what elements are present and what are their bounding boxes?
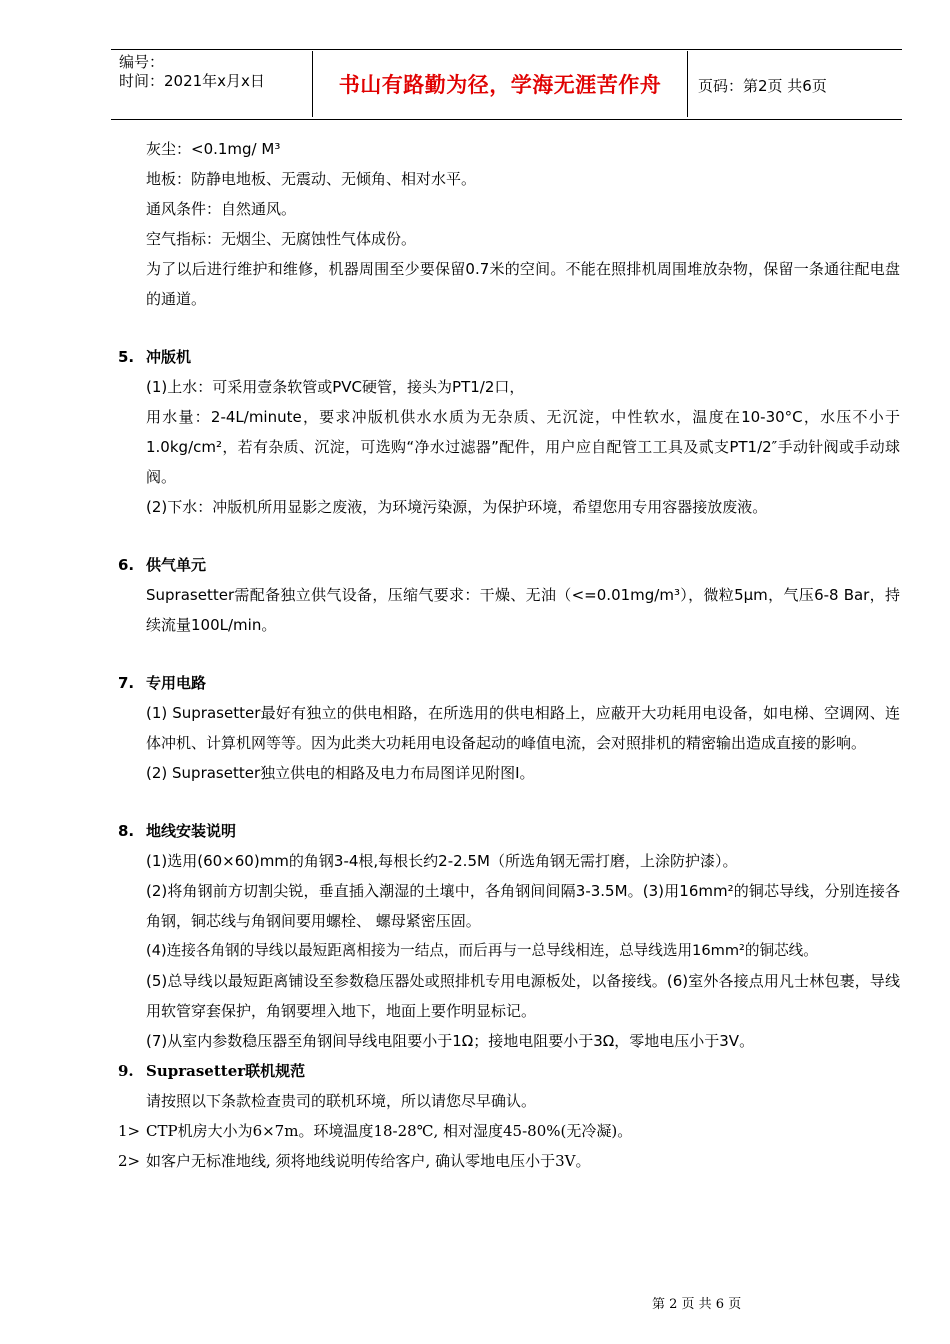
sec8-paragraph-2: (2)将角钢前方切割尖锐，垂直插入潮湿的土壤中，各角钢间间隔3-3.5M。(3)用16mm²的铜芯导线，分别连接各角钢，铜芯线与角钢间要用螺栓、 螺母紧密压固。 (146, 882, 900, 930)
section-6-heading (118, 550, 900, 580)
list-text: CTP机房大小为6×7m。环境温度18-28℃, 相对湿度45-80%(无冷凝)。 (146, 1122, 633, 1140)
env-dust: 灰尘：<0.1mg/ M³ (146, 140, 281, 158)
section-9-heading (118, 1056, 900, 1086)
spacer (118, 788, 900, 816)
list-marker: 1> (118, 1122, 141, 1140)
header-motto: 书山有路勤为径，学海无涯苦作舟 (312, 51, 688, 117)
env-floor: 地板：防静电地板、无震动、无倾角、相对水平。 (146, 170, 477, 188)
spacer (118, 314, 900, 342)
page-footer: 第 2 页 共 6 页 (652, 1297, 742, 1312)
document-body (118, 134, 900, 1176)
sec7-paragraph-1: (1) Suprasetter最好有独立的供电相路，在所选用的供电相路上，应蔽开大功耗用电设备，如电梯、空调网、连体冲机、计算机网等等。因为此类大功耗用电设备起动的峰值电流，会对照排机的精密输出造成直接的影响。 (146, 704, 900, 752)
doc-time-label: 时间：2021年x月x日 (119, 72, 265, 90)
sec6-paragraph-1: Suprasetter需配备独立供气设备，压缩气要求：干燥、无油（<=0.01mg/m³），微粒5μm，气压6-8 Bar，持续流量100L/min。 (146, 586, 900, 634)
header-left (119, 53, 265, 91)
section-title: 专用电路 (146, 674, 207, 692)
section-5-heading (118, 342, 900, 372)
header-page-label: 页码：第2页 共6页 (698, 77, 827, 95)
sec9-intro: 请按照以下条款检查贵司的联机环境，所以请您尽早确认。 (146, 1092, 537, 1110)
sec7-paragraph-2: (2) Suprasetter独立供电的相路及电力布局图详见附图I。 (146, 764, 535, 782)
section-number: 5. (118, 348, 135, 366)
sec8-paragraph-1: (1)选用(60×60)mm的角钢3-4根,每根长约2-2.5M（所选角钢无需打磨，上涂防护漆）。 (146, 852, 738, 870)
env-ventilation: 通风条件：自然通风。 (146, 200, 297, 218)
spacer (118, 522, 900, 550)
list-item (118, 1116, 900, 1146)
sec5-paragraph-2: 用水量：2-4L/minute，要求冲版机供水水质为无杂质、无沉淀，中性软水，温度在10-30°C，水压不小于1.0kg/cm²，若有杂质、沉淀，可选购“净水过滤器”配件，用户应自配管工工具及贰支PT1/2″手动针阀或手动球阀。 (146, 408, 900, 486)
list-text: 如客户无标准地线, 须将地线说明传给客户, 确认零地电压小于3V。 (146, 1152, 591, 1170)
sec5-paragraph-1: (1)上水：可采用壹条软管或PVC硬管，接头为PT1/2口， (146, 378, 525, 396)
doc-number-label: 编号： (119, 53, 165, 71)
spacer (118, 640, 900, 668)
list-marker: 2> (118, 1152, 141, 1170)
env-air: 空气指标：无烟尘、无腐蚀性气体成份。 (146, 230, 417, 248)
page-header (111, 49, 902, 120)
section-number: 6. (118, 556, 135, 574)
sec8-paragraph-4: (5)总导线以最短距离铺设至参数稳压器处或照排机专用电源板处，以备接线。(6)室外各接点用凡士林包裹，导线用软管穿套保护，角钢要埋入地下，地面上要作明显标记。 (146, 972, 900, 1020)
section-title: Suprasetter联机规范 (146, 1062, 306, 1080)
section-number: 7. (118, 674, 135, 692)
sec8-paragraph-5: (7)从室内参数稳压器至角钢间导线电阻要小于1Ω；接地电阻要小于3Ω，零地电压小于3V。 (146, 1032, 755, 1050)
section-number: 9. (118, 1062, 134, 1080)
section-number: 8. (118, 822, 135, 840)
sec5-paragraph-3: (2)下水：冲版机所用显影之废液，为环境污染源，为保护环境，希望您用专用容器接放废液。 (146, 498, 768, 516)
section-7-heading (118, 668, 900, 698)
sec8-paragraph-3: (4)连接各角钢的导线以最短距离相接为一结点，而后再与一总导线相连，总导线选用16mm²的铜芯线。 (146, 942, 818, 959)
env-space: 为了以后进行维护和维修，机器周围至少要保留0.7米的空间。不能在照排机周围堆放杂物，保留一条通往配电盘的通道。 (146, 260, 900, 308)
section-title: 供气单元 (146, 556, 207, 574)
section-8-heading (118, 816, 900, 846)
section-title: 地线安装说明 (146, 822, 237, 840)
list-item (118, 1146, 900, 1176)
section-title: 冲版机 (146, 348, 192, 366)
